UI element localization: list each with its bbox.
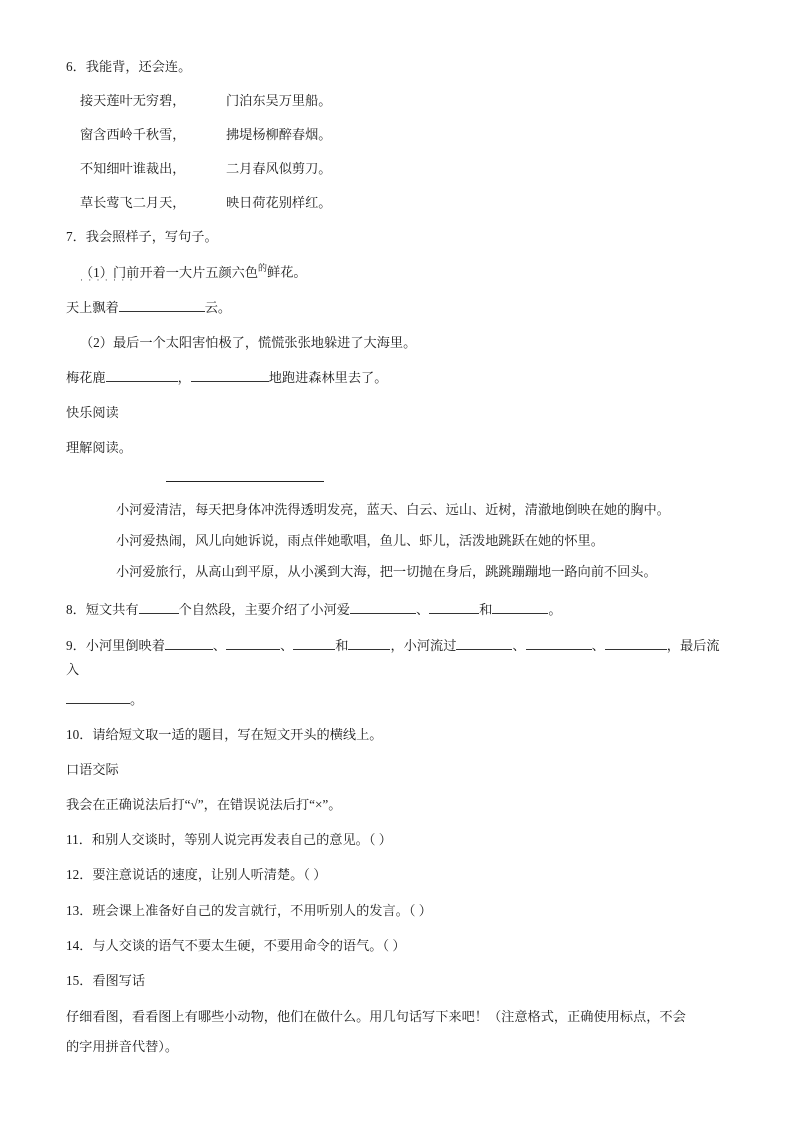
q9-i: 。 xyxy=(130,691,144,707)
answer-1-prefix: 天上飘着 xyxy=(66,299,119,315)
answer-1-suffix: 云。 xyxy=(204,299,232,315)
q8-a: 8．短文共有 xyxy=(66,601,139,617)
answer-blank[interactable] xyxy=(226,649,280,650)
reading-paragraph-3: 小河爱旅行，从高山到平原，从小溪到大海，把一切抛在身后，跳跳蹦蹦地一路向前不回头。 xyxy=(116,563,657,579)
q8-e: 。 xyxy=(548,601,562,617)
q8-b: 个自然段，主要介绍了小河爱 xyxy=(178,601,350,617)
reading-paragraph-2: 小河爱热闹，风儿向她诉说，雨点伴她歌唱，鱼儿、虾儿，活泼地跳跃在她的怀里。 xyxy=(116,532,604,548)
poem-left-2: 窗含西岭千秋雪， xyxy=(80,126,186,142)
section-happy-reading: 快乐阅读 xyxy=(66,405,119,421)
example-de-char: 的 xyxy=(258,263,268,274)
answer-2-a: 梅花鹿 xyxy=(66,370,106,386)
example-phrase-dotted: （1）门前开着一大片五颜六色 · · · xyxy=(80,262,258,283)
poem-right-4: 映日荷花别样红。 xyxy=(226,194,332,210)
q8-d: 和 xyxy=(479,601,493,617)
question-10: 10．请给短文取一适的题目，写在短文开头的横线上。 xyxy=(66,726,383,742)
poem-right-2: 拂堤杨柳醉春烟。 xyxy=(226,126,332,142)
answer-blank[interactable] xyxy=(348,649,390,650)
poem-right-1: 门泊东吴万里船。 xyxy=(226,93,332,109)
poem-left-3: 不知细叶谁裁出， xyxy=(80,160,186,176)
answer-blank[interactable] xyxy=(66,703,130,704)
poem-row-4 xyxy=(66,193,731,213)
q9-b: 、 xyxy=(212,637,227,653)
question-9-continued xyxy=(66,689,731,710)
question-12: 12．要注意说话的速度，让别人听清楚。（ ） xyxy=(66,867,327,883)
reading-paragraph-1: 小河爱清洁，每天把身体冲洗得透明发亮，蓝天、白云、远山、近树，清澈地倒映在她的胸中。 xyxy=(116,501,670,517)
question-6: 6．我能背，还会连。 xyxy=(66,59,192,74)
answer-blank[interactable] xyxy=(165,649,213,650)
question-8 xyxy=(66,599,731,620)
answer-blank[interactable] xyxy=(429,613,479,614)
title-blank-line[interactable] xyxy=(166,481,324,482)
answer-blank[interactable] xyxy=(350,613,416,614)
answer-blank[interactable] xyxy=(139,613,179,614)
answer-blank[interactable] xyxy=(191,381,269,382)
example-tail: 鲜花。 xyxy=(267,264,307,280)
answer-blank[interactable] xyxy=(526,649,592,650)
question-15-body-line-2: 的字用拼音代替）。 xyxy=(66,1039,179,1055)
question-7-answer-2 xyxy=(66,367,731,388)
question-15-body-line-1: 仔细看图，看看图上有哪些小动物，他们在做什么。用几句话写下来吧！（注意格式，正确使用标点，不会 xyxy=(66,1008,686,1024)
q8-c: 、 xyxy=(415,601,430,617)
question-7-answer-1 xyxy=(66,297,731,318)
reading-instruction: 理解阅读。 xyxy=(66,440,132,456)
answer-blank[interactable] xyxy=(456,649,512,650)
section-oral-communication: 口语交际 xyxy=(66,762,119,778)
answer-blank[interactable] xyxy=(119,311,205,312)
question-15: 15．看图写话 xyxy=(66,972,146,988)
question-9 xyxy=(66,634,731,683)
question-14: 14．与人交谈的语气不要太生硬，不要用命令的语气。（ ） xyxy=(66,937,406,953)
answer-2-b: ， xyxy=(177,370,191,386)
q9-f: 、 xyxy=(512,637,526,653)
poem-right-3: 二月春风似剪刀。 xyxy=(226,160,332,176)
answer-blank[interactable] xyxy=(293,649,335,650)
poem-row-3 xyxy=(66,159,731,179)
poem-row-2 xyxy=(66,125,731,145)
answer-blank[interactable] xyxy=(106,381,178,382)
answer-blank[interactable] xyxy=(492,613,548,614)
q9-e: ，小河流过 xyxy=(390,637,457,653)
question-7: 7．我会照样子，写句子。 xyxy=(66,229,218,245)
question-13: 13．班会课上准备好自己的发言就行，不用听别人的发言。（ ） xyxy=(66,902,432,918)
answer-2-c: 地跑进森林里去了。 xyxy=(268,370,388,386)
q9-d: 和 xyxy=(335,637,349,653)
poem-left-1: 接天莲叶无穷碧， xyxy=(80,93,186,109)
poem-left-4: 草长莺飞二月天， xyxy=(80,194,186,210)
oral-instruction: 我会在正确说法后打“√”，在错误说法后打“×”。 xyxy=(66,797,342,813)
poem-row-1 xyxy=(66,91,731,111)
question-7-example-1 xyxy=(80,261,731,283)
q9-c: 、 xyxy=(280,637,294,653)
q9-h: ，最后流入 xyxy=(66,637,720,678)
question-7-example-2: （2）最后一个太阳害怕极了，慌慌张张地躲进了大海里。 xyxy=(80,335,417,351)
q9-a: 9．小河里倒映着 xyxy=(66,637,165,653)
answer-blank[interactable] xyxy=(605,649,667,650)
question-11: 11．和别人交谈时，等别人说完再发表自己的意见。（ ） xyxy=(66,832,392,848)
q9-g: 、 xyxy=(591,637,605,653)
